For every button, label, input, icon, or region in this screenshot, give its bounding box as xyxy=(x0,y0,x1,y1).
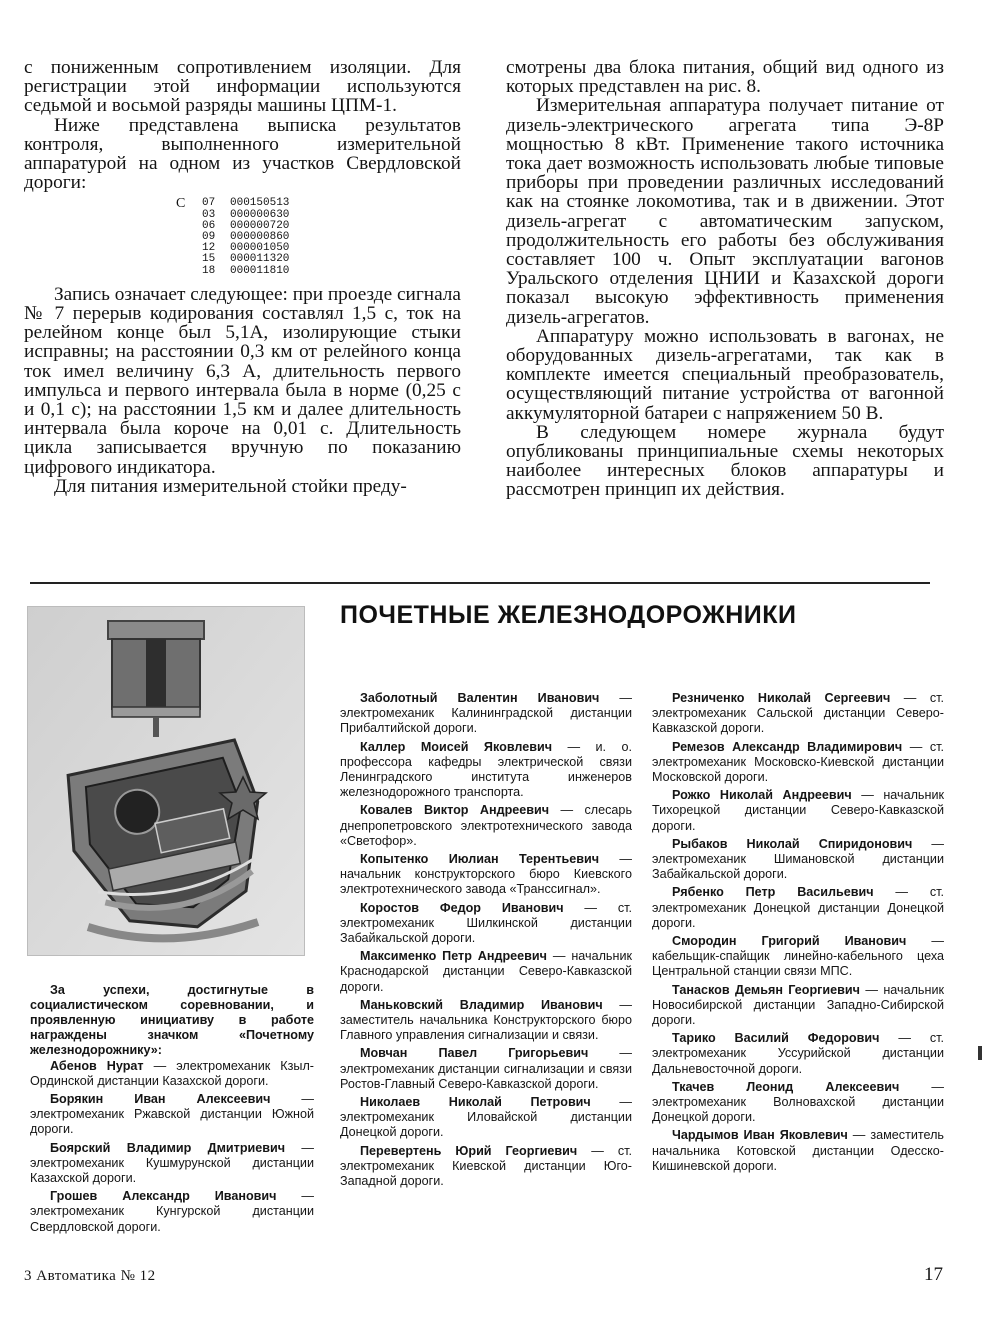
code-signal: 18 xyxy=(202,264,216,277)
medal-photo xyxy=(27,606,305,956)
honoree-name: Боярский Владимир Дмитриевич xyxy=(50,1140,286,1155)
code-signal: 03 xyxy=(202,208,216,221)
code-letter xyxy=(176,232,202,243)
honoree-name: Ткачев Леонид Алексеевич xyxy=(672,1079,900,1094)
article-column-right xyxy=(506,58,944,500)
honoree-name: Ковалев Виктор Андреевич xyxy=(360,803,550,818)
section-divider xyxy=(30,582,930,584)
honoree-entry: Каллер Моисей Яковлевич — и. о. профессора кафедры электрической связи Ленинградского института инженеров железнодорожного транспорта. xyxy=(340,739,632,800)
page-number: 17 xyxy=(924,1264,943,1285)
honoree-name: Рыбаков Николай Спиридонович xyxy=(672,836,913,851)
section-heading: ПОЧЕТНЫЕ ЖЕЛЕЗНОДОРОЖНИКИ xyxy=(340,601,797,629)
code-row xyxy=(176,196,461,212)
code-value: 000150513 xyxy=(230,197,290,210)
honors-column-left xyxy=(30,970,314,1238)
honoree-name: Заболотный Валентин Иванович xyxy=(360,691,600,705)
code-row xyxy=(176,243,461,254)
honoree-entry: Танасков Демьян Георгиевич — начальник Новосибирской дистанции Западно-Сибирской дороги. xyxy=(652,982,944,1028)
code-value: 000011320 xyxy=(230,253,290,266)
honoree-entry: Маньковский Владимир Иванович — заместитель начальника Конструкторского бюро Главного управления сигнализации и связи. xyxy=(340,997,633,1043)
honoree-description: заместитель начальника Конструкторского бюро Главного управления сигнализации и связи. xyxy=(340,1013,632,1043)
honoree-name: Борякин Иван Алексеевич xyxy=(50,1092,271,1107)
honoree-name: Перевертень Юрий Георгиевич xyxy=(360,1143,578,1158)
code-signal: 12 xyxy=(202,242,216,255)
article-paragraph: с пониженным сопротивлением изоляции. Для регистрации этой информации используются седьмой и восьмой разряды машины ЦПМ-1. xyxy=(24,57,461,117)
honoree-entry: Коростов Федор Иванович — ст. электромеханик Шилкинской дистанции Забайкальской дороги. xyxy=(340,900,632,946)
article-paragraph: Аппаратуру можно использовать в вагонах, не оборудованных дизель-агрегатами, так как в комплекте имеется специальный преобразователь, осуществляющий питание устройства от вагонной аккумуляторной батареи с напряжением 50 В. xyxy=(506,325,944,424)
honoree-description: электромеханик дистанции сигнализации и связи Ростов-Главный Северо-Кавказской дороги. xyxy=(340,1061,632,1091)
honoree-description: ст. электромеханик Уссурийской дистанции Дальневосточной дороги. xyxy=(652,1031,944,1076)
article-paragraph: смотрены два блока питания, общий вид одного из которых представлен на рис. 8. xyxy=(506,57,944,98)
honoree-description: ст. электромеханик Донецкой дистанции Донецкой дороги. xyxy=(652,885,945,930)
honoree-description: электромеханик Кушмурунской дистанции Казахской дороги. xyxy=(30,1155,314,1186)
code-signal: 09 xyxy=(202,231,216,244)
honoree-description: ст. электромеханик Сальской дистанции Северо-Кавказской дороги. xyxy=(652,691,944,736)
honoree-description: электромеханик Ржавской дистанции Южной дороги. xyxy=(30,1107,314,1137)
honoree-description: электромеханик Волновахской дистанции Донецкой дороги. xyxy=(652,1095,944,1125)
honoree-description: кабельщик-спайщик линейно-кабельного цеха Центральной станции связи МПС. xyxy=(652,949,944,979)
honoree-name: Абенов Нурат xyxy=(50,1058,144,1073)
honoree-name: Коростов Федор Иванович xyxy=(360,900,564,915)
honoree-entry: Ремезов Александр Владимирович — ст. электромеханик Московско-Киевской дистанции Московской дороги. xyxy=(652,739,944,785)
honoree-description: электромеханик Кунгурской дистанции Свердловской дороги. xyxy=(30,1204,314,1234)
honoree-description: ст. электромеханик Шилкинской дистанции Забайкальской дороги. xyxy=(340,900,632,946)
honoree-entry: Копытенко Июлиан Терентьевич — начальник конструкторского бюро Киевского электротехнического завода «Транссигнал». xyxy=(340,852,632,897)
honoree-description: электромеханик Шимановской дистанции Забайкальской дороги. xyxy=(652,852,944,882)
code-row xyxy=(176,254,461,265)
medal-illustration xyxy=(28,607,304,955)
honoree-entry: Мовчан Павел Григорьевич — электромеханик дистанции сигнализации и связи Ростов-Главный Северо-Кавказской дороги. xyxy=(340,1046,633,1091)
article-paragraph: Ниже представлена выписка результатов контроля, выполненного измерительной аппаратурой на одном из участков Свердловской дороги: xyxy=(24,114,461,194)
article-paragraph: Для питания измерительной стойки преду- xyxy=(54,475,407,497)
honoree-name: Копытенко Июлиан Терентьевич xyxy=(360,852,600,867)
honoree-entry: Грошев Александр Иванович — электромеханик Кунгурской дистанции Свердловской дороги. xyxy=(30,1189,314,1234)
code-row xyxy=(176,232,461,243)
honoree-description: ст. электромеханик Московско-Киевской дистанции Московской дороги. xyxy=(652,739,944,785)
honoree-name: Грошев Александр Иванович xyxy=(50,1189,277,1204)
honoree-entry: Резниченко Николай Сергеевич — ст. электромеханик Сальской дистанции Северо-Кавказской дороги. xyxy=(652,691,944,736)
code-value: 000011810 xyxy=(230,264,290,277)
honoree-entry: Тарико Василий Федорович — ст. электромеханик Уссурийской дистанции Дальневосточной дороги. xyxy=(652,1031,944,1076)
honoree-description: и. о. профессора кафедры электрической связи Ленинградского института инженеров железнодорожного транспорта. xyxy=(340,739,632,800)
honors-column-right xyxy=(652,691,944,1177)
honoree-name: Чардымов Иван Яковлевич xyxy=(672,1128,848,1143)
code-letter: С xyxy=(176,196,186,212)
honoree-description: начальник Краснодарской дистанции Северо-Кавказской дороги. xyxy=(340,949,632,994)
code-value: 000000860 xyxy=(230,231,290,244)
honoree-entry: Абенов Нурат — электромеханик Кзыл-Ординской дистанции Казахской дороги. xyxy=(30,1058,314,1088)
honoree-entry: Ковалев Виктор Андреевич — слесарь днепропетровского электротехнического завода «Светофор». xyxy=(340,803,632,848)
honoree-name: Рябенко Петр Васильевич xyxy=(672,885,874,900)
honoree-name: Танасков Демьян Георгиевич xyxy=(672,982,860,997)
code-row xyxy=(176,210,461,221)
honoree-description: начальник конструкторского бюро Киевского электротехнического завода «Транссигнал». xyxy=(340,867,632,897)
honoree-entry: Чардымов Иван Яковлевич — заместитель начальника Котовской дистанции Одесско-Кишиневской дороги. xyxy=(652,1128,944,1173)
honoree-name: Ремезов Александр Владимирович xyxy=(672,739,903,754)
record-code-block xyxy=(176,198,461,276)
code-letter xyxy=(176,266,202,277)
honors-intro: За успехи, достигнутые в социалистическом соревновании, и проявленную инициативу в работе награждены значком «Почетному железнодорожнику»: xyxy=(30,982,314,1058)
honoree-description: электромеханик Иловайской дистанции Донецкой дороги. xyxy=(340,1110,632,1140)
honoree-name: Мовчан Павел Григорьевич xyxy=(360,1046,589,1061)
code-signal: 15 xyxy=(202,253,216,266)
honoree-entry: Перевертень Юрий Георгиевич — ст. электромеханик Киевской дистанции Юго-Западной дороги. xyxy=(340,1143,633,1189)
code-row xyxy=(176,266,461,277)
article-paragraph: Запись означает следующее: при проезде сигнала № 7 перерыв кодирования составлял 1,5 с, ток на релейном конце был 5,1А, изолирующие стыки исправны; на расстоянии 0,3 км от релейного конца ток имел величину 6,3 А, длительность первого импульса и первого интервала была в норме (0,25 с и 0,1 с); на расстоянии 1,5 км и далее длительность интервала была короче на 0,01 с. Длительность цикла записывается вручную по показанию цифрового индикатора. xyxy=(24,283,461,478)
honors-column-middle xyxy=(340,691,632,1192)
honoree-entry: Боярский Владимир Дмитриевич — электромеханик Кушмурунской дистанции Казахской дороги. xyxy=(30,1140,314,1186)
honoree-name: Маньковский Владимир Иванович xyxy=(360,997,603,1012)
article-paragraph: Измерительная аппаратура получает питание от дизель-электрического агрегата типа Э-8Р мощностью 8 кВт. Применение такого источника тока дает возможность использовать любые типовые приборы при проведении различных исследований как на стоянке локомотива, так и в движении. Этот дизель-агрегат с автоматическим запуском, продолжительность его работы без обслуживания составляет 100 ч. Опыт эксплуатации вагонов Уральского отделения ЦНИИ и Казахской дороги показал высокую эффективность применения дизель-агрегатов. xyxy=(506,95,944,328)
code-value: 000001050 xyxy=(230,242,290,255)
code-letter xyxy=(176,243,202,254)
honoree-description: электромеханик Кзыл-Ординской дистанции Казахской дороги. xyxy=(30,1058,314,1088)
honoree-description: ст. электромеханик Киевской дистанции Юго-Западной дороги. xyxy=(340,1143,633,1189)
code-letter xyxy=(176,221,202,232)
honoree-entry: Рябенко Петр Васильевич — ст. электромеханик Донецкой дистанции Донецкой дороги. xyxy=(652,885,945,930)
code-letter xyxy=(176,254,202,265)
honoree-name: Каллер Моисей Яковлевич xyxy=(360,739,553,754)
honoree-name: Рожко Николай Андреевич xyxy=(672,788,852,803)
honoree-name: Максименко Петр Андреевич xyxy=(360,949,547,964)
journal-footer: 3 Автоматика № 12 xyxy=(24,1268,156,1284)
honoree-description: начальник Тихорецкой дистанции Северо-Кавказской дороги. xyxy=(652,788,944,833)
honoree-description: начальник Новосибирской дистанции Западно-Сибирской дороги. xyxy=(652,982,944,1028)
honoree-entry: Заболотный Валентин Иванович — электромеханик Калининградской дистанции Прибалтийской дороги. xyxy=(340,691,632,736)
honoree-name: Николаев Николай Петрович xyxy=(360,1095,591,1110)
code-letter xyxy=(176,210,202,221)
code-signal: 07 xyxy=(202,197,216,210)
margin-mark xyxy=(978,1046,982,1060)
honoree-entry: Николаев Николай Петрович — электромеханик Иловайской дистанции Донецкой дороги. xyxy=(340,1095,632,1140)
honoree-entry: Ткачев Леонид Алексеевич — электромеханик Волновахской дистанции Донецкой дороги. xyxy=(652,1079,945,1125)
honoree-name: Резниченко Николай Сергеевич xyxy=(672,691,891,705)
code-value: 000000720 xyxy=(230,219,290,232)
code-signal: 06 xyxy=(202,219,216,232)
honoree-description: заместитель начальника Котовской дистанции Одесско-Кишиневской дороги. xyxy=(652,1128,944,1173)
article-column-left xyxy=(24,58,461,496)
honoree-name: Смородин Григорий Иванович xyxy=(672,934,907,949)
code-value: 000000630 xyxy=(230,208,290,221)
code-row xyxy=(176,221,461,232)
honoree-entry: Рожко Николай Андреевич — начальник Тихорецкой дистанции Северо-Кавказской дороги. xyxy=(652,788,944,833)
honoree-entry: Рыбаков Николай Спиридонович — электромеханик Шимановской дистанции Забайкальской дороги. xyxy=(652,836,944,882)
honoree-entry: Борякин Иван Алексеевич — электромеханик Ржавской дистанции Южной дороги. xyxy=(30,1092,315,1137)
honoree-entry: Смородин Григорий Иванович — кабельщик-спайщик линейно-кабельного цеха Центральной станции связи МПС. xyxy=(652,934,944,979)
article-paragraph: В следующем номере журнала будут опубликованы принципиальные схемы некоторых наиболее интересных блоков аппаратуры и рассмотрен принцип их действия. xyxy=(506,421,944,501)
honoree-description: электромеханик Калининградской дистанции Прибалтийской дороги. xyxy=(340,706,632,736)
honoree-name: Тарико Василий Федорович xyxy=(672,1031,880,1046)
honoree-entry: Максименко Петр Андреевич — начальник Краснодарской дистанции Северо-Кавказской дороги. xyxy=(340,949,632,994)
honoree-description: слесарь днепропетровского электротехнического завода «Светофор». xyxy=(340,803,632,848)
